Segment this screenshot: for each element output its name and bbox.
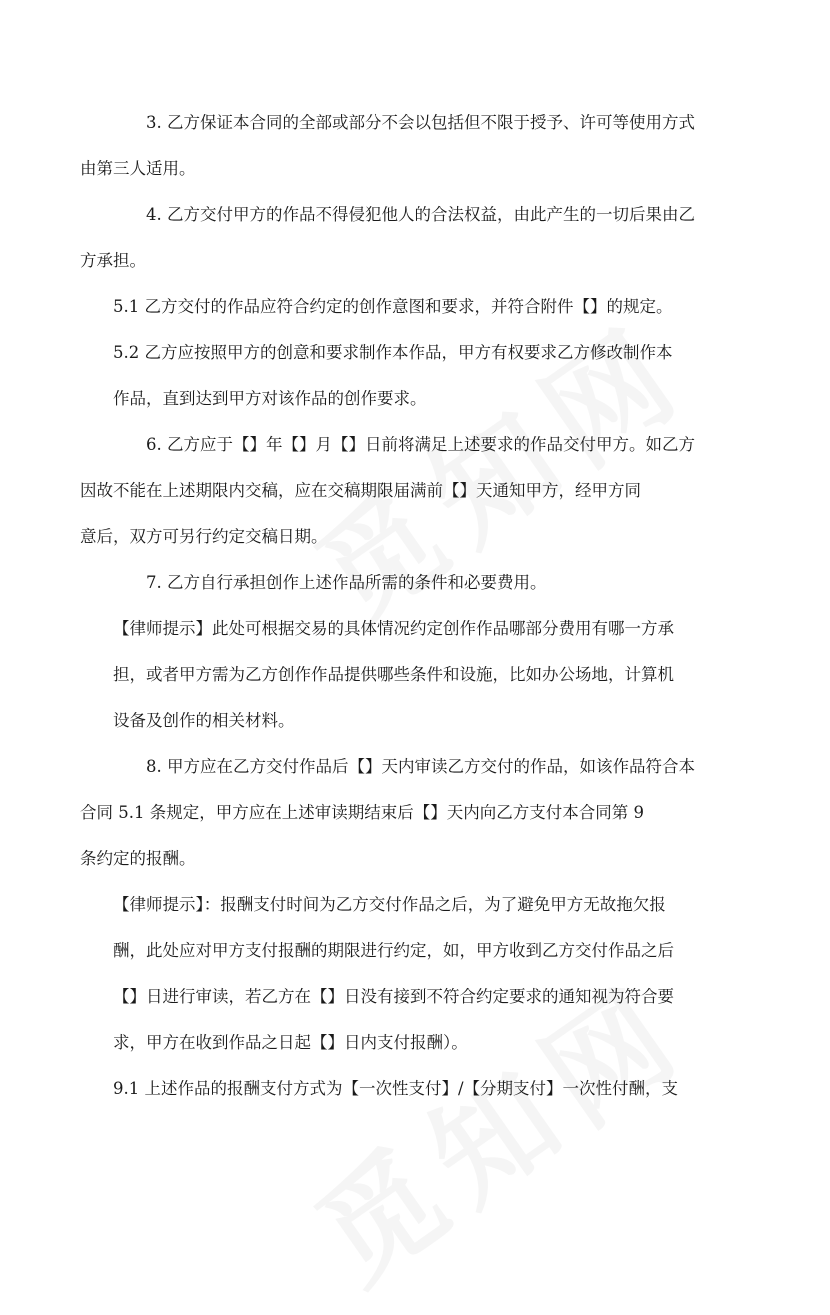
text-line: 7. 乙方自行承担创作上述作品所需的条件和必要费用。 bbox=[146, 573, 547, 592]
document-body bbox=[80, 100, 723, 1112]
clause-9-1 bbox=[113, 1066, 723, 1112]
text-line: 9.1 上述作品的报酬支付方式为【一次性支付】/【分期支付】一次性付酬，支 bbox=[113, 1079, 679, 1098]
lawyer-tip-2 bbox=[113, 882, 723, 1066]
clause-6 bbox=[80, 422, 723, 560]
text-line: 求，甲方在收到作品之日起【】日内支付报酬）。 bbox=[113, 1033, 468, 1052]
clause-3 bbox=[80, 100, 723, 192]
text-line: 【律师提示】：报酬支付时间为乙方交付作品之后，为了避免甲方无故拖欠报 bbox=[113, 895, 666, 914]
text-line: 担，或者甲方需为乙方创作作品提供哪些条件和设施，比如办公场地，计算机 bbox=[113, 665, 674, 684]
clause-4 bbox=[80, 192, 723, 284]
text-line: 作品，直到达到甲方对该作品的创作要求。 bbox=[113, 389, 427, 408]
text-line: 5.2 乙方应按照甲方的创意和要求制作本作品，甲方有权要求乙方修改制作本 bbox=[113, 343, 673, 362]
text-line: 【】日进行审读，若乙方在【】日没有接到不符合约定要求的通知视为符合要 bbox=[113, 987, 674, 1006]
text-line: 条约定的报酬。 bbox=[80, 849, 196, 868]
clause-7 bbox=[113, 560, 723, 606]
text-line: 6. 乙方应于【】年【】月【】日前将满足上述要求的作品交付甲方。如乙方 bbox=[146, 435, 695, 454]
text-line: 由第三人适用。 bbox=[80, 159, 196, 178]
text-line: 设备及创作的相关材料。 bbox=[113, 711, 295, 730]
text-line: 【律师提示】此处可根据交易的具体情况约定创作作品哪部分费用有哪一方承 bbox=[113, 619, 674, 638]
text-line: 方承担。 bbox=[80, 251, 146, 270]
text-line: 8. 甲方应在乙方交付作品后【】天内审读乙方交付的作品，如该作品符合本 bbox=[146, 757, 695, 776]
lawyer-tip-1 bbox=[113, 606, 723, 744]
clause-5-2 bbox=[113, 330, 723, 422]
text-line: 4. 乙方交付甲方的作品不得侵犯他人的合法权益，由此产生的一切后果由乙 bbox=[146, 205, 695, 224]
text-line: 意后，双方可另行约定交稿日期。 bbox=[80, 527, 328, 546]
text-line: 5.1 乙方交付的作品应符合约定的创作意图和要求，并符合附件【】的规定。 bbox=[113, 297, 673, 316]
text-line: 因故不能在上述期限内交稿，应在交稿期限届满前【】天通知甲方，经甲方同 bbox=[80, 481, 641, 500]
text-line: 3. 乙方保证本合同的全部或部分不会以包括但不限于授予、许可等使用方式 bbox=[146, 113, 695, 132]
clause-8 bbox=[80, 744, 723, 882]
text-line: 合同 5.1 条规定，甲方应在上述审读期结束后【】天内向乙方支付本合同第 9 bbox=[80, 803, 644, 822]
clause-5-1 bbox=[113, 284, 723, 330]
text-line: 酬，此处应对甲方支付报酬的期限进行约定，如，甲方收到乙方交付作品之后 bbox=[113, 941, 674, 960]
